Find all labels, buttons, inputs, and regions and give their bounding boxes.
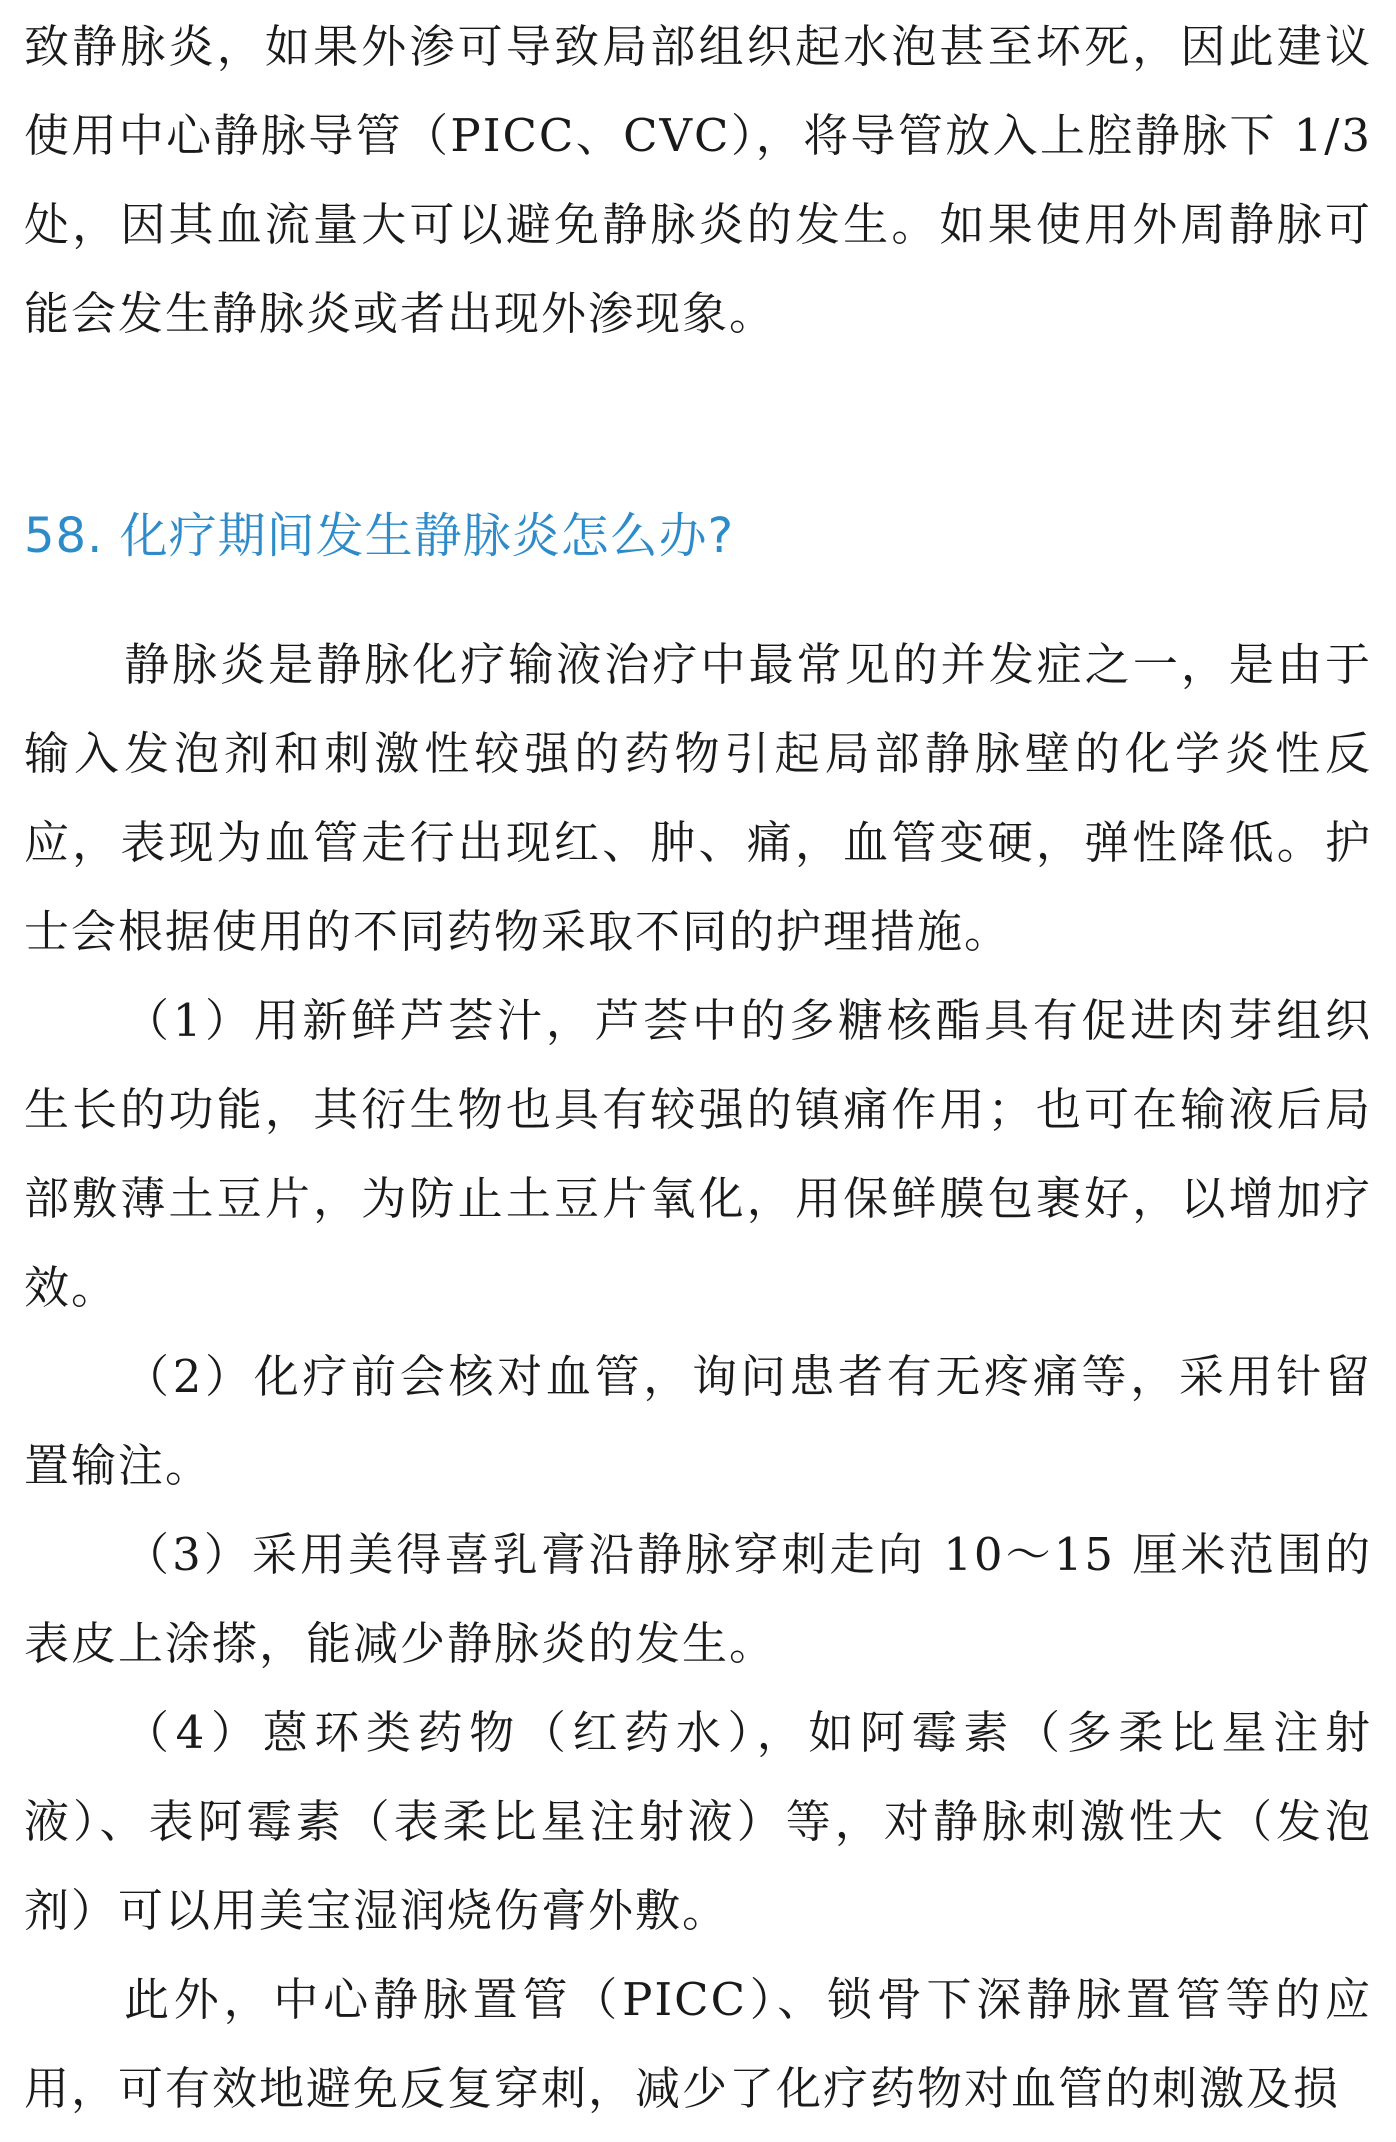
- body-paragraph-item-1: （1）用新鲜芦荟汁，芦荟中的多糖核酯具有促进肉芽组织生长的功能，其衍生物也具有较强的镇痛作用；也可在输液后局部敷薄土豆片，为防止土豆片氧化，用保鲜膜包裹好，以增加疗效。: [24, 994, 1372, 1314]
- body-paragraph-item-3: （3）采用美得喜乳膏沿静脉穿刺走向 10～15 厘米范围的表皮上涂搽，能减少静脉炎的发生。: [24, 1528, 1372, 1670]
- body-paragraph-item-2: （2）化疗前会核对血管，询问患者有无疼痛等，采用针留置输注。: [24, 1350, 1372, 1492]
- body-paragraph-intro: 静脉炎是静脉化疗输液治疗中最常见的并发症之一，是由于输入发泡剂和刺激性较强的药物引起局部静脉壁的化学炎性反应，表现为血管走行出现红、肿、痛，血管变硬，弹性降低。护士会根据使用的不同药物采取不同的护理措施。: [24, 638, 1372, 958]
- intro-continuation-paragraph: 致静脉炎，如果外渗可导致局部组织起水泡甚至坏死，因此建议使用中心静脉导管（PICC、CVC），将导管放入上腔静脉下 1/3 处，因其血流量大可以避免静脉炎的发生。如果使用外周静脉可能会发生静脉炎或者出现外渗现象。: [24, 20, 1372, 340]
- body-paragraph-closing: 此外，中心静脉置管（PICC）、锁骨下深静脉置管等的应用，可有效地避免反复穿刺，减少了化疗药物对血管的刺激及损: [24, 1973, 1372, 2115]
- section-heading: 58. 化疗期间发生静脉炎怎么办?: [24, 508, 735, 564]
- body-paragraph-item-4: （4）蒽环类药物（红药水），如阿霉素（多柔比星注射液）、表阿霉素（表柔比星注射液）等，对静脉刺激性大（发泡剂）可以用美宝湿润烧伤膏外敷。: [24, 1706, 1372, 1937]
